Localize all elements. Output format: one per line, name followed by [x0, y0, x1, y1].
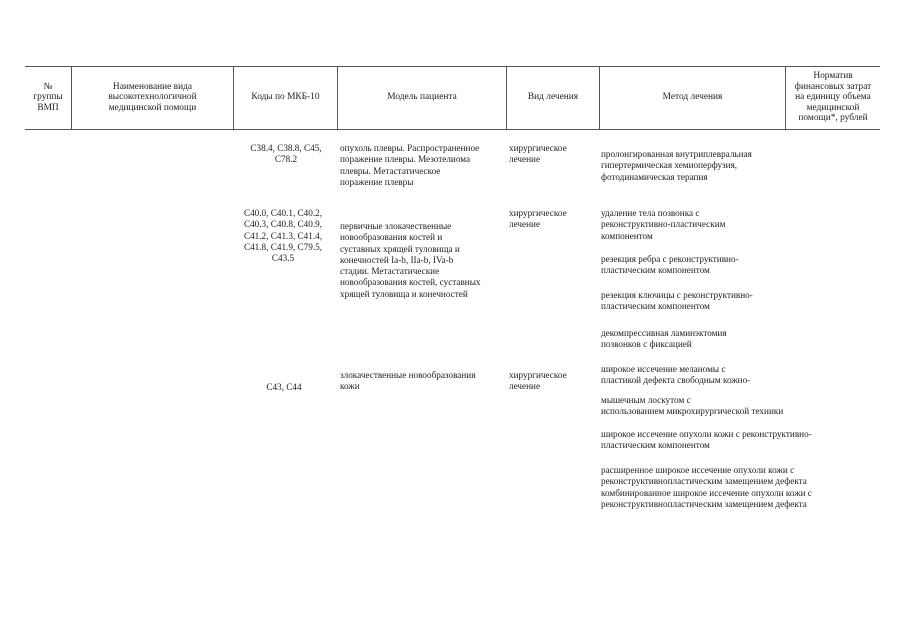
row-treatment-type: хирургическое лечение [509, 208, 567, 230]
row-treatment-type: хирургическое лечение [509, 370, 567, 392]
header-col-care-name: Наименование вида высокотехнологичной медицинской помощи [108, 81, 197, 113]
row-patient-model: первичные злокачественные новообразования костей и суставных хрящей туловища и конечностей Ia-b, IIa-b, IVa-b стадии. Метастатические новообразования костей, суставных хрящей туловища и конечностей [340, 221, 481, 299]
header-col-cost-norm: Норматив финансовых затрат на единицу объема медицинской помощи*, рублей [794, 71, 872, 124]
row-icd-codes: C40.0, C40.1, C40.2, C40.3, C40.8, C40.9, C41.2, C41.3, C41.4, C41.8, C41.9, C79.5, C43.5 [243, 208, 323, 264]
header-col-treatment-type: Вид лечения [527, 92, 579, 103]
header-col-treatment-method: Метод лечения [662, 92, 723, 103]
row-icd-codes: C43, C44 [266, 382, 302, 392]
header-col-group-number: № группы ВМП [33, 81, 63, 113]
row-treatment-method: мышечным лоскутом с использованием микрохирургической техники [601, 395, 784, 417]
row-patient-model: опухоль плевры. Распространенное поражение плевры. Мезотелиома плевры. Метастатическое поражение плевры [340, 143, 480, 187]
row-icd-codes: C38.4, C38.8, C45, C78.2 [250, 143, 322, 165]
row-treatment-method: широкое иссечение меланомы с пластикой дефекта свободным кожно- [601, 364, 751, 386]
row-treatment-method: широкое иссечение опухоли кожи с реконструктивно- пластическим компонентом [601, 429, 812, 451]
row-treatment-type: хирургическое лечение [509, 143, 567, 165]
header-col-patient-model: Модель пациента [387, 92, 457, 103]
row-treatment-method: декомпрессивная ламинэктомия позвонков с фиксацией [601, 328, 727, 350]
row-treatment-method: резекция ребра с реконструктивно- пластическим компонентом [601, 254, 739, 276]
header-bottom-border [25, 129, 880, 130]
row-treatment-method: расширенное широкое иссечение опухоли кожи с реконструктивнопластическим замещением дефекта комбинированное широкое иссечение опухоли кожи с реконструктивнопластическим замещением дефекта [601, 465, 812, 509]
row-patient-model: злокачественные новообразования кожи [340, 370, 476, 392]
row-treatment-method: резекция ключицы с реконструктивно- пластическим компонентом [601, 290, 753, 312]
row-treatment-method: удаление тела позвонка с реконструктивно-пластическим компонентом [601, 208, 726, 241]
header-col-icd-codes: Коды по МКБ-10 [251, 92, 320, 103]
row-treatment-method: пролонгированная внутриплевральная гипертермическая хемиоперфузия, фотодинамическая терапия [601, 149, 752, 182]
